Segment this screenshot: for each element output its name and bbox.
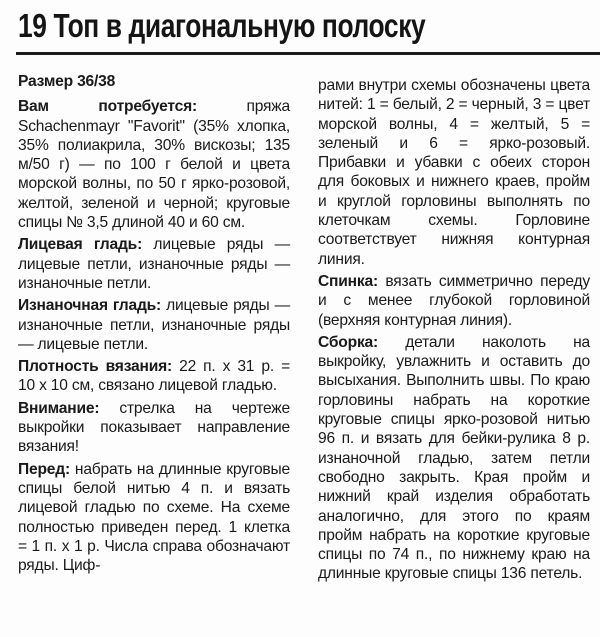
materials-heading: Вам потребуется:: [18, 98, 197, 116]
gauge-heading: Плотность вязания:: [18, 358, 173, 376]
stockinette-heading: Лицевая гладь:: [18, 236, 143, 254]
assembly-text: детали наколоть на выкройку, увлажнить и оставить до высыхания. Выполнить швы. По краю горловины набрать на короткие круговые спицы ярко-розовой нитью 96 п. и вязать для бейки-рулика 8 р. изнаночной гладью, затем петли свободно закрыть. Края пройм и нижний край изделия обработать аналогично, для этого по краям пройм набрать на короткие круговые спицы по 74 п., по нижнему краю на длинные круговые спицы 136 петель.: [318, 333, 590, 583]
assembly-heading: Сборка:: [318, 333, 379, 351]
assembly-paragraph: [318, 333, 590, 584]
materials-paragraph: [18, 97, 290, 232]
front-heading: Перед:: [18, 460, 70, 478]
stockinette-text: лицевые ряды — лицевые петли, изнаночные ряды — изнаночные петли.: [18, 236, 290, 292]
attention-heading: Внимание:: [18, 399, 100, 417]
gauge-text: 22 п. х 31 р. = 10 х 10 см, связано лицевой гладью.: [18, 358, 290, 395]
right-column: [318, 76, 590, 587]
reverse-stockinette-heading: Изнаночная гладь:: [18, 297, 162, 315]
gauge-paragraph: [18, 357, 290, 396]
left-column: [18, 72, 290, 578]
reverse-stockinette-text: лицевые ряды — изнаночные петли, изнаночные ряды — лицевые петли.: [18, 297, 290, 353]
front-paragraph: [18, 460, 290, 576]
title-underline: [16, 52, 600, 55]
back-heading: Спинка:: [318, 272, 378, 290]
attention-paragraph: [18, 399, 290, 457]
attention-text: стрелка на чертеже выкройки показывает направление вязания!: [18, 399, 290, 456]
materials-text: пряжа Schachenmayr "Favorit" (35% хлопка, 35% полиакрила, 30% вискозы; 135 м/50 г) — по 100 г белой и цвета морской волны, по 50 г ярко-розовой, желтой, зеленой и черной; круговые спицы № 3,5 длиной 40 и 60 см.: [18, 98, 291, 232]
page-title: 19 Топ в диагональную полоску: [18, 7, 426, 44]
front-continued-paragraph: рами внутри схемы обозначены цвета нитей: 1 = белый, 2 = черный, 3 = цвет морской волны, 4 = желтый, 5 = зеленый и 6 = ярко-розовый. Прибавки и убавки с обеих сторон для боковых и нижнего краев, пройм и круглой горловины выполнять по клеточкам схемы. Горловине соответствует нижняя контурная линия.: [318, 77, 590, 268]
back-text: вязать симметрично переду и с менее глубокой горловиной (верхняя контурная линия).: [318, 272, 590, 329]
size-heading: Размер 36/38: [18, 73, 116, 90]
reverse-stockinette-paragraph: [18, 296, 290, 354]
back-paragraph: [318, 272, 590, 330]
front-text: набрать на длинные круговые спицы белой нитью 4 п. и вязать лицевой гладью по схеме. На схеме полностью приведен перед. 1 клетка = 1 п. х 1 р. Числа справа обозначают ряды. Циф-: [18, 460, 290, 575]
stockinette-paragraph: [18, 235, 290, 293]
